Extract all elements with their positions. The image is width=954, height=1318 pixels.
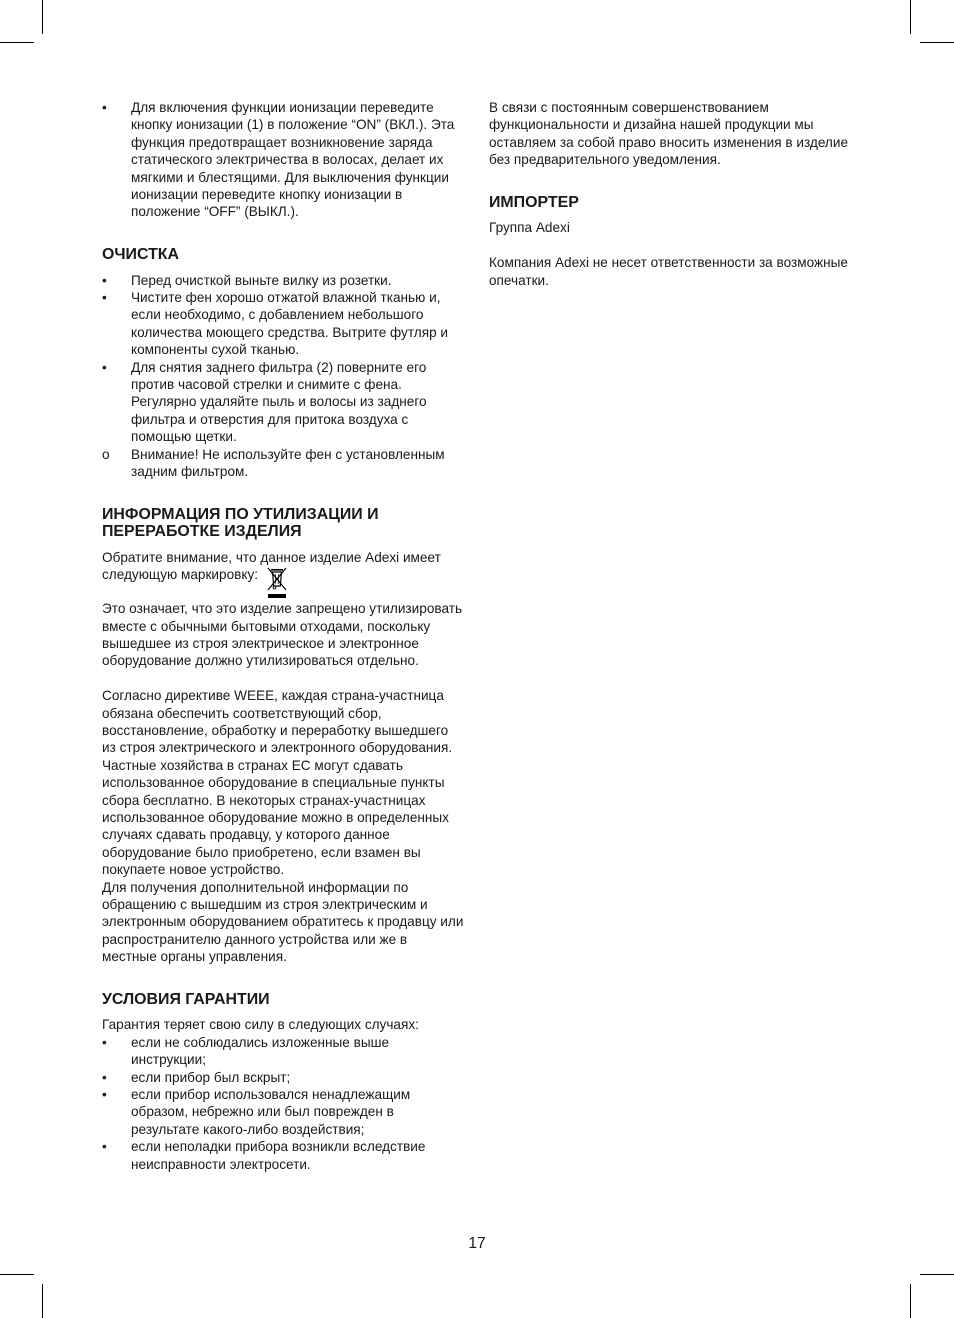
list-item-text: если неполадки прибора возникли вследствие неисправности электросети. [131, 1139, 426, 1172]
list-item [102, 1138, 464, 1173]
paragraph: Согласно директиве WEEE, каждая страна-участница обязана обеспечить соответствующий сбор, восстановление, обработку и переработку вышедшего из строя электрического и электронного оборудования. Частные хозяйства в странах ЕС могут сдавать использованное оборудование в специальные пункты сбора бесплатно. В некоторых странах-участницах использованное оборудование можно в определенных случаях сдавать продавцу, у которого данное оборудование было приобретено, если взамен вы покупаете новое устройство. [102, 688, 453, 878]
bullet: • [102, 290, 107, 306]
marking-text: Обратите внимание, что данное изделие Adexi имеет следующую маркировку: [102, 549, 441, 583]
list-item [102, 289, 464, 359]
crop-mark [42, 0, 43, 34]
page-number: 17 [468, 1235, 486, 1252]
crop-mark [920, 1274, 954, 1275]
crossed-out-wheelie-bin-icon [266, 566, 288, 600]
crop-mark [0, 1274, 34, 1275]
importer-name: Группа Adexi [489, 220, 570, 236]
list-item [102, 1034, 464, 1069]
list-item [102, 99, 464, 221]
list-item-text: Перед очисткой выньте вилку из розетки. [131, 272, 392, 288]
crop-mark [42, 1284, 43, 1318]
cleaning-list [102, 272, 464, 481]
section-heading-importer: ИМПОРТЕР [489, 194, 579, 212]
left-column [102, 99, 464, 1173]
bullet: • [102, 1087, 107, 1103]
list-item [102, 272, 464, 289]
bullet: • [102, 100, 107, 115]
crop-mark [910, 0, 911, 34]
crop-mark [910, 1284, 911, 1318]
list-item-text: если прибор использовался ненадлежащим образом, небрежно или был поврежден в результате какого-либо воздействия; [131, 1087, 411, 1137]
section-heading-disposal: ИНФОРМАЦИЯ ПО УТИЛИЗАЦИИ И ПЕРЕРАБОТКЕ ИЗДЕЛИЯ [102, 505, 379, 541]
bullet: • [102, 1139, 107, 1155]
bullet: • [102, 1069, 107, 1085]
list-item-text: Для включения функции ионизации переведите кнопку ионизации (1) в положение “ON” (ВКЛ.). Эта функция предотвращает возникновение заряда статического электричества в волосах, делает их мягкими и блестящими. Для выключения функции ионизации переведите кнопку ионизации в положение “OFF” (ВЫКЛ.). [131, 100, 455, 220]
warranty-intro: Гарантия теряет свою силу в следующих случаях: [102, 1017, 419, 1033]
list-item-text: если не соблюдались изложенные выше инструкции; [131, 1034, 390, 1068]
crop-mark [0, 42, 34, 43]
bullet: • [102, 359, 107, 375]
ionization-list [102, 99, 464, 221]
list-item-text: Чистите фен хорошо отжатой влажной тканью и, если необходимо, с добавлением небольшого количества моющего средства. Вытрите футляр и компоненты сухой тканью. [131, 290, 449, 358]
list-item-text: Для снятия заднего фильтра (2) поверните его против часовой стрелки и снимите с фена. Регулярно удаляйте пыль и волосы из заднего фильтра и отверстия для притока воздуха с помощью щетки. [131, 359, 427, 445]
notice-paragraph: В связи с постоянным совершенствованием функциональности и дизайна нашей продукции мы оставляем за собой право вносить изменения в изделие без предварительного уведомления. [489, 100, 849, 168]
section-heading-warranty: УСЛОВИЯ ГАРАНТИИ [102, 991, 270, 1009]
marking-paragraph [102, 549, 464, 600]
list-item-text: Внимание! Не используйте фен с установленным задним фильтром. [131, 446, 445, 480]
disclaimer-paragraph: Компания Adexi не несет ответственности за возможные опечатки. [489, 255, 848, 288]
list-item [102, 359, 464, 446]
bullet: o [102, 446, 110, 462]
section-heading-cleaning: ОЧИСТКА [102, 246, 179, 264]
list-item-text: если прибор был вскрыт; [131, 1069, 291, 1085]
paragraph: Для получения дополнительной информации по обращению с вышедшим из строя электрическим и электронным оборудованием обратитесь к продавцу или распространителю данного устройства или же в местные органы управления. [102, 879, 464, 965]
crop-mark [920, 42, 954, 43]
bullet: • [102, 1034, 107, 1050]
right-column [489, 99, 849, 289]
list-item [102, 1069, 464, 1086]
warranty-list [102, 1034, 464, 1173]
paragraph: Это означает, что это изделие запрещено утилизировать вместе с обычными бытовыми отходами, поскольку вышедшее из строя электрическое и электронное оборудование должно утилизироваться отдельно. [102, 601, 463, 669]
bullet: • [102, 272, 107, 288]
list-item [102, 446, 464, 481]
list-item [102, 1086, 464, 1138]
